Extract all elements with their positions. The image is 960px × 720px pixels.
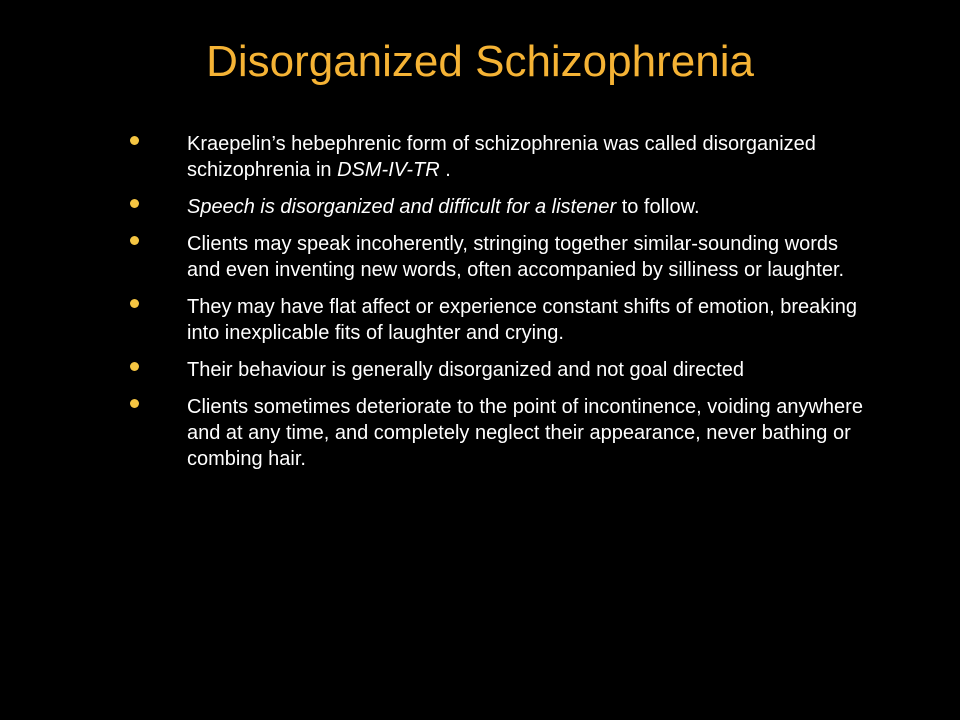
bullet-dot-icon [130, 236, 139, 245]
bullet-segment: They may have flat affect or experience constant shifts of emotion, breaking into inexplicable fits of laughter and crying. [187, 296, 857, 344]
bullet-dot-icon [130, 136, 139, 145]
bullet-segment: Kraepelin’s hebephrenic form of schizophrenia was called disorganized schizophrenia in [187, 133, 816, 181]
bullet-segment: . [439, 159, 451, 181]
bullet-item [130, 294, 870, 346]
bullet-text [187, 296, 857, 344]
bullet-dot-icon [130, 299, 139, 308]
bullet-dot-icon [130, 399, 139, 408]
bullet-text [187, 196, 700, 218]
bullet-segment: Clients sometimes deteriorate to the point of incontinence, voiding anywhere and at any time, and completely neglect their appearance, never bathing or combing hair. [187, 396, 863, 470]
bullet-segment-italic: Speech is disorganized and difficult for a listener [187, 196, 617, 218]
bullet-item [130, 131, 870, 183]
bullet-segment: Their behaviour is generally disorganized and not goal directed [187, 359, 745, 381]
bullet-segment-italic: DSM-IV-TR [337, 159, 440, 181]
bullet-text [187, 359, 744, 381]
slide-title: Disorganized Schizophrenia [206, 37, 754, 86]
bullet-item [130, 194, 870, 220]
bullet-text [187, 133, 816, 181]
bullet-text [187, 396, 863, 470]
bullet-dot-icon [130, 362, 139, 371]
bullet-item [130, 394, 870, 472]
bullet-item [130, 357, 870, 383]
bullet-item [130, 231, 870, 283]
bullet-segment: to follow. [616, 196, 700, 218]
bullet-segment: Clients may speak incoherently, stringing together similar-sounding words and even inventing new words, often accompanied by silliness or laughter. [187, 233, 845, 281]
bullet-text [187, 233, 844, 281]
bullet-dot-icon [130, 199, 139, 208]
bullet-list [130, 131, 870, 483]
